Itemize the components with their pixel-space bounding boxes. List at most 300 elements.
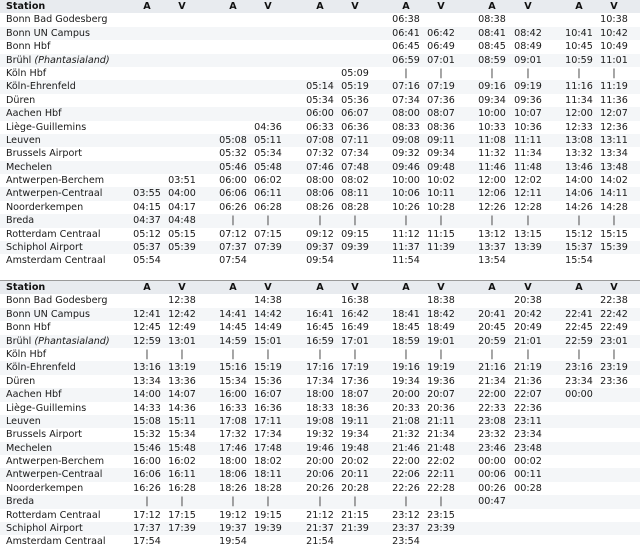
station-name <box>6 455 104 468</box>
column-header: A <box>143 282 151 293</box>
time-cell: 13:37 <box>478 242 506 254</box>
table-row <box>0 361 640 374</box>
time-cell: 13:01 <box>168 335 196 347</box>
column-header: V <box>178 282 186 293</box>
time-cell: 05:32 <box>219 148 247 160</box>
time-cell: 21:36 <box>514 375 542 387</box>
station-name-text: Brussels Airport <box>6 148 83 160</box>
time-cell: 10:28 <box>427 201 455 213</box>
table-row <box>0 107 640 120</box>
station-name <box>6 214 34 227</box>
station-name <box>6 388 62 401</box>
time-cell: 12:36 <box>600 121 628 133</box>
station-name <box>6 27 90 40</box>
time-cell: 21:08 <box>392 415 420 427</box>
time-cell: 10:59 <box>565 54 593 66</box>
time-cell: 05:09 <box>341 67 369 79</box>
time-cell: 20:00 <box>306 456 334 468</box>
time-cell: 17:36 <box>341 375 369 387</box>
time-cell: 16:38 <box>341 295 369 307</box>
time-cell: 21:32 <box>392 429 420 441</box>
column-header: A <box>402 1 410 12</box>
time-cell: 08:06 <box>306 188 334 200</box>
time-cell: 14:00 <box>133 389 161 401</box>
time-cell: 07:16 <box>392 81 420 93</box>
station-name <box>6 321 50 334</box>
table-row <box>0 254 640 267</box>
time-cell: 09:36 <box>514 94 542 106</box>
time-cell: 11:12 <box>392 228 420 240</box>
time-cell: 06:59 <box>392 54 420 66</box>
time-cell: 17:46 <box>219 442 247 454</box>
station-name <box>6 308 90 321</box>
time-cell: 04:36 <box>254 121 282 133</box>
time-cell: 16:00 <box>219 389 247 401</box>
time-cell: 21:16 <box>478 362 506 374</box>
pass-through-mark: | <box>318 215 322 227</box>
time-cell: 05:14 <box>306 81 334 93</box>
pass-through-mark: | <box>353 348 357 360</box>
time-cell: 07:36 <box>427 94 455 106</box>
time-cell: 04:15 <box>133 201 161 213</box>
time-cell: 18:00 <box>219 456 247 468</box>
station-name <box>6 147 82 160</box>
time-cell: 12:45 <box>133 322 161 334</box>
station-header: Station <box>6 1 46 12</box>
column-header: V <box>610 282 618 293</box>
table-row <box>0 428 640 441</box>
station-name-text: Bonn Bad Godesberg <box>6 14 108 26</box>
time-cell: 18:33 <box>306 402 334 414</box>
station-name <box>6 228 100 241</box>
station-name-text: Aachen Hbf <box>6 108 62 120</box>
time-cell: 14:42 <box>254 308 282 320</box>
time-cell: 11:34 <box>514 148 542 160</box>
table-row <box>0 147 640 160</box>
time-cell: 14:07 <box>168 389 196 401</box>
time-cell: 18:02 <box>254 456 282 468</box>
time-cell: 12:33 <box>565 121 593 133</box>
time-cell: 11:19 <box>600 81 628 93</box>
time-cell: 17:01 <box>341 335 369 347</box>
pass-through-mark: | <box>612 215 616 227</box>
time-cell: 20:42 <box>514 308 542 320</box>
time-cell: 19:54 <box>219 536 247 548</box>
time-cell: 15:01 <box>254 335 282 347</box>
pass-through-mark: | <box>180 496 184 508</box>
station-name <box>6 415 41 428</box>
time-cell: 14:45 <box>219 322 247 334</box>
time-cell: 04:37 <box>133 215 161 227</box>
time-cell: 06:00 <box>306 108 334 120</box>
time-cell: 19:16 <box>392 362 420 374</box>
time-cell: 08:59 <box>478 54 506 66</box>
station-name-text: Köln-Ehrenfeld <box>6 81 76 93</box>
time-cell: 09:12 <box>306 228 334 240</box>
time-cell: 11:54 <box>392 255 420 267</box>
pass-through-mark: | <box>577 348 581 360</box>
station-name <box>6 468 102 481</box>
time-cell: 23:08 <box>478 415 506 427</box>
station-name-text: Liège-Guillemins <box>6 121 87 133</box>
table-row <box>0 40 640 53</box>
station-name-text: Brussels Airport <box>6 429 83 441</box>
time-cell: 07:37 <box>219 242 247 254</box>
time-cell: 06:07 <box>341 108 369 120</box>
time-cell: 20:45 <box>478 322 506 334</box>
time-cell: 04:48 <box>168 215 196 227</box>
time-cell: 21:12 <box>306 509 334 521</box>
station-name-text: Amsterdam Centraal <box>6 536 106 548</box>
time-cell: 19:32 <box>306 429 334 441</box>
table-row <box>0 482 640 495</box>
time-cell: 23:12 <box>392 509 420 521</box>
time-cell: 19:46 <box>306 442 334 454</box>
time-cell: 14:41 <box>219 308 247 320</box>
station-name-text: Bonn Hbf <box>6 322 51 334</box>
station-name-text: Antwerpen-Berchem <box>6 456 105 468</box>
table-row <box>0 388 640 401</box>
time-cell: 23:34 <box>565 375 593 387</box>
time-cell: 12:49 <box>168 322 196 334</box>
station-name-text: Mechelen <box>6 442 53 454</box>
time-cell: 07:54 <box>219 255 247 267</box>
time-cell: 16:42 <box>341 308 369 320</box>
time-cell: 12:00 <box>478 175 506 187</box>
station-name <box>6 482 83 495</box>
time-cell: 00:26 <box>478 482 506 494</box>
pass-through-mark: | <box>490 215 494 227</box>
time-cell: 20:00 <box>392 389 420 401</box>
time-cell: 11:11 <box>514 134 542 146</box>
time-cell: 05:36 <box>341 94 369 106</box>
station-name-text: Liège-Guillemins <box>6 402 87 414</box>
time-cell: 19:12 <box>219 509 247 521</box>
time-cell: 07:12 <box>219 228 247 240</box>
time-cell: 08:45 <box>478 41 506 53</box>
time-cell: 17:32 <box>219 429 247 441</box>
time-cell: 10:11 <box>427 188 455 200</box>
time-cell: 06:38 <box>392 14 420 26</box>
time-cell: 22:42 <box>600 308 628 320</box>
time-cell: 23:19 <box>600 362 628 374</box>
time-cell: 00:02 <box>514 456 542 468</box>
station-name <box>6 241 83 254</box>
column-header: V <box>264 1 272 12</box>
time-cell: 14:02 <box>600 175 628 187</box>
time-cell: 17:15 <box>168 509 196 521</box>
time-cell: 09:01 <box>514 54 542 66</box>
time-cell: 05:19 <box>341 81 369 93</box>
pass-through-mark: | <box>145 348 149 360</box>
station-name <box>6 509 100 522</box>
pass-through-mark: | <box>526 67 530 79</box>
station-name-text: Köln-Ehrenfeld <box>6 362 76 374</box>
station-name <box>6 174 104 187</box>
station-note: (Phantasialand) <box>34 335 110 347</box>
column-header: V <box>437 282 445 293</box>
time-cell: 15:46 <box>133 442 161 454</box>
time-cell: 07:32 <box>306 148 334 160</box>
time-cell: 06:45 <box>392 41 420 53</box>
time-cell: 20:02 <box>341 456 369 468</box>
time-cell: 19:19 <box>427 362 455 374</box>
station-name <box>6 134 41 147</box>
time-cell: 04:00 <box>168 188 196 200</box>
time-cell: 00:06 <box>478 469 506 481</box>
time-cell: 22:11 <box>427 469 455 481</box>
header-row <box>0 0 640 13</box>
time-cell: 07:39 <box>254 242 282 254</box>
time-cell: 14:33 <box>133 402 161 414</box>
time-cell: 08:36 <box>427 121 455 133</box>
time-cell: 09:32 <box>392 148 420 160</box>
column-header: A <box>402 282 410 293</box>
column-header: V <box>264 282 272 293</box>
time-cell: 05:39 <box>168 242 196 254</box>
pass-through-mark: | <box>439 496 443 508</box>
time-cell: 05:12 <box>133 228 161 240</box>
station-name-text: Antwerpen-Berchem <box>6 175 105 187</box>
time-cell: 12:07 <box>600 108 628 120</box>
station-name-text: Brühl <box>6 335 32 347</box>
time-cell: 15:39 <box>600 242 628 254</box>
time-cell: 12:11 <box>514 188 542 200</box>
pass-through-mark: | <box>404 215 408 227</box>
time-cell: 18:26 <box>219 482 247 494</box>
column-header: A <box>488 1 496 12</box>
time-cell: 20:36 <box>427 402 455 414</box>
time-cell: 14:06 <box>565 188 593 200</box>
time-cell: 13:08 <box>565 134 593 146</box>
table-row <box>0 348 640 361</box>
time-cell: 09:19 <box>514 81 542 93</box>
time-cell: 19:08 <box>306 415 334 427</box>
header-row <box>0 281 640 294</box>
time-cell: 10:07 <box>514 108 542 120</box>
time-cell: 12:42 <box>168 308 196 320</box>
table-row <box>0 161 640 174</box>
time-cell: 11:39 <box>427 242 455 254</box>
time-cell: 15:54 <box>565 255 593 267</box>
time-cell: 09:39 <box>341 242 369 254</box>
time-cell: 06:11 <box>254 188 282 200</box>
table-row <box>0 174 640 187</box>
pass-through-mark: | <box>266 348 270 360</box>
station-name <box>6 294 107 307</box>
station-name <box>6 428 82 441</box>
station-name-text: Bonn Hbf <box>6 41 51 53</box>
station-name <box>6 201 83 214</box>
time-cell: 23:32 <box>478 429 506 441</box>
time-cell: 16:02 <box>168 456 196 468</box>
time-cell: 17:48 <box>254 442 282 454</box>
pass-through-mark: | <box>404 67 408 79</box>
pass-through-mark: | <box>353 215 357 227</box>
pass-through-mark: | <box>180 348 184 360</box>
time-cell: 11:16 <box>565 81 593 93</box>
time-cell: 19:34 <box>341 429 369 441</box>
time-cell: 11:08 <box>478 134 506 146</box>
time-cell: 05:34 <box>306 94 334 106</box>
time-cell: 18:00 <box>306 389 334 401</box>
time-cell: 22:06 <box>392 469 420 481</box>
station-name-text: Köln Hbf <box>6 67 47 79</box>
time-cell: 19:34 <box>392 375 420 387</box>
time-cell: 07:15 <box>254 228 282 240</box>
station-name <box>6 402 86 415</box>
pass-through-mark: | <box>490 67 494 79</box>
time-cell: 18:41 <box>392 308 420 320</box>
time-cell: 19:39 <box>254 523 282 535</box>
station-name-text: Rotterdam Centraal <box>6 228 101 240</box>
time-cell: 23:11 <box>514 415 542 427</box>
time-cell: 00:11 <box>514 469 542 481</box>
time-cell: 10:06 <box>392 188 420 200</box>
time-cell: 13:46 <box>565 161 593 173</box>
table-row <box>0 402 640 415</box>
table-row <box>0 455 640 468</box>
time-cell: 17:12 <box>133 509 161 521</box>
time-cell: 22:02 <box>427 456 455 468</box>
time-cell: 16:45 <box>306 322 334 334</box>
station-name <box>6 522 83 535</box>
pass-through-mark: | <box>231 496 235 508</box>
time-cell: 11:37 <box>392 242 420 254</box>
time-cell: 05:15 <box>168 228 196 240</box>
time-cell: 16:41 <box>306 308 334 320</box>
time-cell: 11:46 <box>478 161 506 173</box>
time-cell: 14:11 <box>600 188 628 200</box>
time-cell: 15:16 <box>219 362 247 374</box>
time-cell: 11:15 <box>427 228 455 240</box>
time-cell: 09:34 <box>427 148 455 160</box>
time-cell: 08:00 <box>306 175 334 187</box>
station-name-text: Brühl <box>6 54 32 66</box>
pass-through-mark: | <box>404 496 408 508</box>
time-cell: 21:01 <box>514 335 542 347</box>
pass-through-mark: | <box>231 348 235 360</box>
time-cell: 17:37 <box>133 523 161 535</box>
station-name-text: Leuven <box>6 134 41 146</box>
time-cell: 17:39 <box>168 523 196 535</box>
time-cell: 23:37 <box>392 523 420 535</box>
time-cell: 06:00 <box>219 175 247 187</box>
time-cell: 21:39 <box>341 523 369 535</box>
column-header: V <box>437 1 445 12</box>
station-name <box>6 107 62 120</box>
time-cell: 16:36 <box>254 402 282 414</box>
station-name <box>6 67 46 80</box>
time-cell: 07:19 <box>427 81 455 93</box>
time-cell: 17:08 <box>219 415 247 427</box>
station-note: (Phantasialand) <box>34 54 110 66</box>
time-cell: 22:36 <box>514 402 542 414</box>
station-name-text: Rotterdam Centraal <box>6 509 101 521</box>
time-cell: 15:11 <box>168 415 196 427</box>
station-name-text: Antwerpen-Centraal <box>6 469 103 481</box>
station-name <box>6 187 102 200</box>
time-cell: 13:34 <box>600 148 628 160</box>
station-name-text: Bonn Bad Godesberg <box>6 295 108 307</box>
time-cell: 15:37 <box>565 242 593 254</box>
time-cell: 13:12 <box>478 228 506 240</box>
column-header: A <box>316 1 324 12</box>
table-row <box>0 415 640 428</box>
time-cell: 07:48 <box>341 161 369 173</box>
table-row <box>0 509 640 522</box>
time-cell: 11:34 <box>565 94 593 106</box>
station-name <box>6 335 110 348</box>
time-cell: 06:02 <box>254 175 282 187</box>
time-cell: 16:07 <box>254 389 282 401</box>
pass-through-mark: | <box>266 496 270 508</box>
table-row <box>0 121 640 134</box>
table-row <box>0 54 640 67</box>
time-cell: 13:48 <box>600 161 628 173</box>
time-cell: 22:38 <box>600 295 628 307</box>
table-row <box>0 94 640 107</box>
station-name-text: Bonn UN Campus <box>6 27 91 39</box>
time-cell: 16:06 <box>133 469 161 481</box>
table-row <box>0 442 640 455</box>
time-cell: 16:26 <box>133 482 161 494</box>
table-row <box>0 80 640 93</box>
time-cell: 23:36 <box>600 375 628 387</box>
time-cell: 16:28 <box>168 482 196 494</box>
station-header: Station <box>6 282 46 293</box>
time-cell: 08:33 <box>392 121 420 133</box>
station-name-text: Schiphol Airport <box>6 242 83 254</box>
time-cell: 12:00 <box>565 108 593 120</box>
timetable-block-1 <box>0 0 640 268</box>
time-cell: 07:34 <box>341 148 369 160</box>
time-cell: 13:34 <box>133 375 161 387</box>
time-cell: 05:37 <box>133 242 161 254</box>
time-cell: 09:16 <box>478 81 506 93</box>
time-cell: 13:19 <box>168 362 196 374</box>
time-cell: 05:54 <box>133 255 161 267</box>
station-name-text: Breda <box>6 215 35 227</box>
time-cell: 15:34 <box>219 375 247 387</box>
time-cell: 15:12 <box>565 228 593 240</box>
column-header: A <box>488 282 496 293</box>
time-cell: 05:34 <box>254 148 282 160</box>
pass-through-mark: | <box>577 215 581 227</box>
table-row <box>0 214 640 227</box>
station-name-text: Noorderkempen <box>6 482 84 494</box>
time-cell: 17:16 <box>306 362 334 374</box>
table-row <box>0 522 640 535</box>
table-row <box>0 335 640 348</box>
time-cell: 07:01 <box>427 54 455 66</box>
time-cell: 12:41 <box>133 308 161 320</box>
time-cell: 07:46 <box>306 161 334 173</box>
column-header: A <box>575 282 583 293</box>
station-name-text: Aachen Hbf <box>6 389 62 401</box>
time-cell: 18:11 <box>254 469 282 481</box>
time-cell: 10:00 <box>392 175 420 187</box>
time-cell: 20:28 <box>341 482 369 494</box>
time-cell: 07:34 <box>392 94 420 106</box>
time-cell: 21:54 <box>306 536 334 548</box>
time-cell: 05:11 <box>254 134 282 146</box>
time-cell: 15:19 <box>254 362 282 374</box>
table-row <box>0 468 640 481</box>
time-cell: 17:19 <box>341 362 369 374</box>
time-cell: 20:49 <box>514 322 542 334</box>
time-cell: 20:33 <box>392 402 420 414</box>
